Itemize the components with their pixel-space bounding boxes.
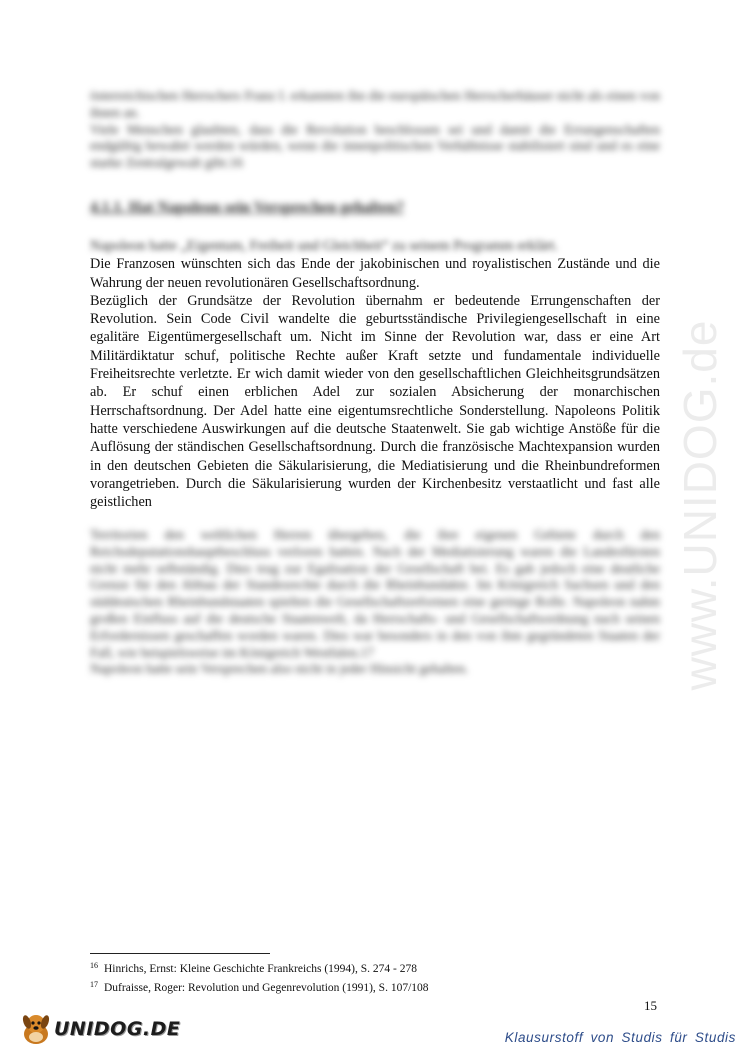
footnotes [90, 958, 660, 996]
page-number: 15 [644, 998, 657, 1013]
footnote-text: Dufraisse, Roger: Revolution und Gegenrevolution (1991), S. 107/108 [104, 982, 429, 994]
footnote-divider [90, 953, 270, 954]
footnote [90, 977, 660, 996]
footnote [90, 958, 660, 977]
dog-mascot-icon [18, 1012, 54, 1046]
watermark [655, 270, 745, 740]
unidog-logo [14, 1012, 181, 1048]
body-paragraph-1: Die Franzosen wünschten sich das Ende der jakobinischen und royalistischen Zustände und die Wahrung der neuen revolutionären Gesellschaftsordnung. [90, 256, 660, 291]
body-first-line: Napoleon hatte „Eigentum, Freiheit und Gleichheit“ zu seinem Programm erklärt. [90, 238, 559, 254]
top-paragraph-2: Viele Menschen glaubten, dass die Revolution beschlossen sei und damit die Errungenschaften endgültig bewahrt werden würden, wenn die innenpolitischen Verhältnisse stabilisiert sind und es eine starke Zentralgewalt gibt.16 [90, 121, 660, 171]
footnote-number: 17 [90, 980, 98, 989]
bottom-paragraph-2: Napoleon hatte sein Versprechen also nicht in jeder Hinsicht gehalten. [90, 661, 469, 677]
tagline: Klausurstoff von Studis für Studis [504, 1030, 736, 1045]
logo-text: UNIDOG.DE [54, 1018, 181, 1040]
body-paragraph-2: Bezüglich der Grundsätze der Revolution übernahm er bedeutende Errungenschaften der Revolution. Sein Code Civil wandelte die geburtsständische Privilegiengesellschaft in eine egalitäre Eigentümergesellschaft um. Nicht im Sinne der Revolution war, dass er eine Art Militärdiktatur schuf, politische Rechte außer Kraft setzte und fundamentale individuelle Freiheitsrechte verletzte. Er wich damit wieder von den gesellschaftlichen Gleichheitsgrundsätzen ab. Er schuf einen erblichen Adel zur sozialen Absicherung der monarchischen Herrschaftsordnung. Der Adel hatte eine eigentumsrechtliche Sonderstellung. Napoleons Politik hatte verschiedene Auswirkungen auf die deutsche Staatenwelt. Sie gab wichtige Anstöße für die Auflösung der ständischen Gesellschaftsordnung. Durch die französische Machtexpansion wurden in den deutschen Gebieten die Säkularisierung, die Mediatisierung und die Rheinbundreformen vorangetrieben. Durch die Säkularisierung wurden der Kirchenbesitz verstaatlicht und fast alle geistlichen [90, 292, 660, 511]
section-heading: 4.1.1. Hat Napoleon sein Versprechen gehalten? [90, 199, 405, 216]
footnote-number: 16 [90, 961, 98, 970]
body-text-block [90, 237, 660, 511]
footnote-text: Hinrichs, Ernst: Kleine Geschichte Frankreichs (1994), S. 274 - 278 [104, 963, 417, 975]
bottom-text-block [90, 527, 660, 678]
watermark-text: www.UNIDOG.de [674, 319, 726, 691]
top-text-block [90, 88, 660, 172]
bottom-paragraph-1: Territorien den weltlichen Herren übergeben, die ihre eigenen Gebiete durch den Reichsdeputationshauptbeschluss verloren hatten. Nach der Mediatisierung waren die Landesfürsten nicht mehr selbständig. Dies trug zur Egalisation der Gesellschaft bei. Es gab jedoch eine deutliche Grenze für den Abbau der Standesrechte durch die Rheinbundakte. Im Königreich Sachsen und den süddeutschen Rheinbundstaaten spielten die Gesellschaftsreformen eine geringe Rolle. Napoleon nahm großen Einfluss auf die deutsche Staatenwelt, da Herrschafts- und Gesellschaftsordnung nach seinen Erfordernissen geschaffen worden waren. Dies war besonders in den von ihm gegründeten Staaten der Fall, wie beispielsweise im Königreich Westfalen.17 [90, 527, 660, 660]
top-paragraph-1: österreichischen Herrschers Franz I. erkannten ihn die europäischen Herrscherhäuser nicht als einen von ihnen an. [90, 88, 660, 120]
